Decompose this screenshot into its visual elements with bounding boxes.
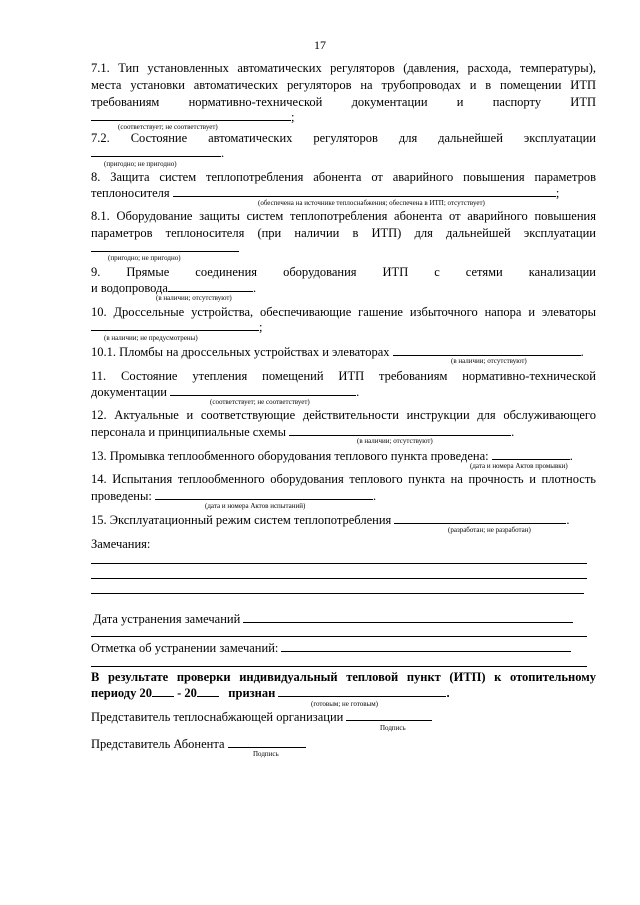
conclusion-line2: периоду 20 - 20 признан . xyxy=(91,686,450,700)
item-7-2-caption: (пригодно; не пригодно) xyxy=(104,160,177,168)
item-14-answer[interactable] xyxy=(155,488,373,500)
item-10-caption: (в наличии; не предусмотрены) xyxy=(104,334,198,342)
item-13-caption: (дата и номера Актов промывки) xyxy=(470,462,568,470)
fix-date-answer[interactable] xyxy=(243,611,573,623)
fix-mark-line-2[interactable] xyxy=(91,666,587,667)
item-12-label: персонала и принципиальные схемы xyxy=(91,425,286,439)
rep-supplier-label: Представитель теплоснабжающей организации xyxy=(91,710,344,724)
page-number: 17 xyxy=(314,38,326,52)
item-7-1-answer[interactable]: ; xyxy=(91,109,596,125)
item-15-label: 15. Эксплуатационный режим систем теплопотребления xyxy=(91,513,392,527)
item-8-1-line2: параметров теплоносителя (при наличии в ИТП) для дальнейшей эксплуатации xyxy=(91,226,596,240)
item-10-1-caption: (в наличии; отсутствуют) xyxy=(451,357,527,365)
rep-supplier-row xyxy=(91,709,596,725)
remarks-label: Замечания: xyxy=(91,537,151,551)
item-11-line1: 11. Состояние утепления помещений ИТП требованиям нормативно-технической xyxy=(91,369,596,383)
conclusion-year-2[interactable] xyxy=(197,685,219,697)
item-15-caption: (разработан; не разработан) xyxy=(448,526,531,534)
item-11-line2: документации . xyxy=(91,385,360,399)
item-11-caption: (соответствует; не соответствует) xyxy=(210,398,310,406)
item-9-caption: (в наличии; отсутствуют) xyxy=(156,294,232,302)
item-13-label: 13. Промывка теплообменного оборудования теплового пункта проведена: xyxy=(91,449,489,463)
item-8-1-line1: 8.1. Оборудование защиты систем теплопотребления абонента от аварийного повышения xyxy=(91,209,596,223)
rep-supplier-caption: Подпись xyxy=(380,724,406,732)
item-7-1-line1: 7.1. Тип установленных автоматических регуляторов (давления, расхода, температуры), xyxy=(91,61,596,75)
item-7-1-line2: места установки автоматических регуляторов на трубопроводах и в помещении ИТП xyxy=(91,78,596,92)
fix-mark-label: Отметка об устранении замечаний: xyxy=(91,641,279,655)
item-9-line2: и водопровода . xyxy=(91,281,257,295)
item-14-caption: (дата и номера Актов испытаний) xyxy=(205,502,306,510)
item-12-answer[interactable] xyxy=(289,424,511,436)
remarks-line-3[interactable] xyxy=(91,593,584,594)
item-11-answer[interactable] xyxy=(170,384,356,396)
item-15-line1: 15. Эксплуатационный режим систем теплопотребления . xyxy=(91,513,570,527)
conclusion-year-1[interactable] xyxy=(152,685,174,697)
item-13-answer[interactable] xyxy=(492,448,570,460)
conclusion-recognized: признан xyxy=(228,686,276,700)
item-14-label: проведены: xyxy=(91,489,152,503)
item-10-line1: 10. Дроссельные устройства, обеспечивающие гашение избыточного напора и элеваторы xyxy=(91,305,596,319)
fix-date-line-2[interactable] xyxy=(91,636,587,637)
item-7-1-line3: требованиям нормативно-технической документации и паспорту ИТП xyxy=(91,95,596,109)
rep-subscriber-caption: Подпись xyxy=(253,750,279,758)
remarks-line-2[interactable] xyxy=(91,578,587,579)
item-10-1-line1: 10.1. Пломбы на дроссельных устройствах и элеваторах . xyxy=(91,345,584,359)
item-9-label: и водопровода xyxy=(91,281,168,295)
item-10-1-answer[interactable] xyxy=(393,344,581,356)
item-12-line2: персонала и принципиальные схемы . xyxy=(91,425,515,439)
conclusion-year-prefix-1: периоду 20 xyxy=(91,686,152,700)
item-7-2-answer[interactable]: . xyxy=(91,145,596,161)
item-7-1-caption: (соответствует; не соответствует) xyxy=(118,123,218,131)
item-8-line1: 8. Защита систем теплопотребления абонента от аварийного повышения параметров xyxy=(91,170,596,184)
item-14-line1: 14. Испытания теплообменного оборудования теплового пункта на прочность и плотность xyxy=(91,472,596,486)
item-10-1-label: 10.1. Пломбы на дроссельных устройствах и элеваторах xyxy=(91,345,390,359)
rep-subscriber-signature[interactable] xyxy=(228,736,306,748)
item-11-label: документации xyxy=(91,385,167,399)
conclusion-year-prefix-2: - 20 xyxy=(174,686,197,700)
conclusion-line1: В результате проверки индивидуальный тепловой пункт (ИТП) к отопительному xyxy=(91,670,596,684)
item-12-line1: 12. Актуальные и соответствующие действительности инструкции для обслуживающего xyxy=(91,408,596,422)
fix-mark-answer[interactable] xyxy=(281,640,571,652)
item-8-caption: (обеспечена на источнике теплоснабжения; обеспечена в ИТП; отсутствует) xyxy=(258,199,485,207)
remarks-line-1[interactable] xyxy=(91,563,587,564)
item-10-answer[interactable]: ; xyxy=(91,319,596,335)
item-7-2-line1: 7.2. Состояние автоматических регуляторов для дальнейшей эксплуатации xyxy=(91,131,596,145)
conclusion-answer[interactable] xyxy=(278,685,446,697)
rep-subscriber-label: Представитель Абонента xyxy=(91,737,225,751)
conclusion-caption: (готовым; не готовым) xyxy=(311,700,378,708)
item-8-1-caption: (пригодно; не пригодно) xyxy=(108,254,181,262)
rep-subscriber-row xyxy=(91,736,596,752)
item-14-line2: проведены: . xyxy=(91,489,377,503)
fix-date-row xyxy=(93,611,598,627)
item-9-line1: 9. Прямые соединения оборудования ИТП с сетями канализации xyxy=(91,265,596,279)
fix-mark-row xyxy=(91,640,596,656)
fix-date-label: Дата устранения замечаний xyxy=(93,612,241,626)
item-9-answer[interactable] xyxy=(168,280,253,292)
item-12-caption: (в наличии; отсутствуют) xyxy=(357,437,433,445)
rep-supplier-signature[interactable] xyxy=(346,709,432,721)
item-8-label: теплоносителя xyxy=(91,186,170,200)
item-8-line2: теплоносителя ; xyxy=(91,186,560,200)
item-8-answer[interactable] xyxy=(173,185,556,197)
item-15-answer[interactable] xyxy=(394,512,566,524)
item-13-line1: 13. Промывка теплообменного оборудования теплового пункта проведена: . xyxy=(91,449,573,463)
